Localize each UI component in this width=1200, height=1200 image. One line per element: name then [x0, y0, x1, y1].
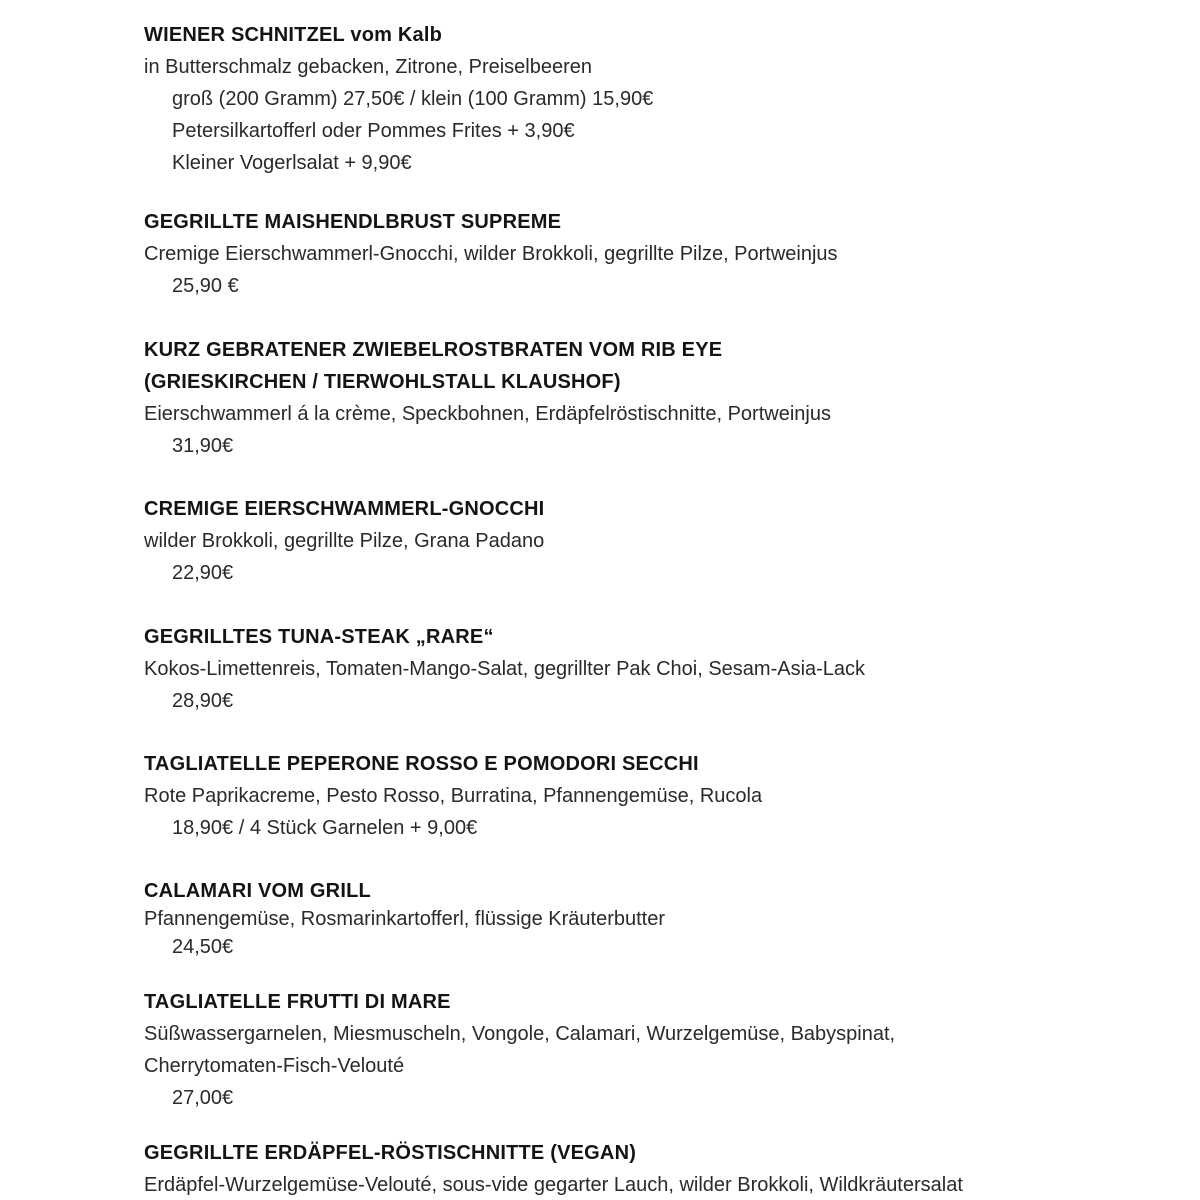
menu-item-price: 18,90€ / 4 Stück Garnelen + 9,00€	[172, 817, 478, 839]
menu-item-price: 22,90€	[172, 562, 234, 584]
menu-item-description: Süßwassergarnelen, Miesmuscheln, Vongole, Calamari, Wurzelgemüse, Babyspinat,	[144, 1023, 896, 1045]
menu-item-title-continued: (GRIESKIRCHEN / TIERWOHLSTALL KLAUSHOF)	[144, 371, 621, 393]
menu-item-title: WIENER SCHNITZEL vom Kalb	[144, 24, 442, 46]
menu-item-price: groß (200 Gramm) 27,50€ / klein (100 Gramm) 15,90€	[172, 88, 654, 110]
menu-item-title: GEGRILLTE MAISHENDLBRUST SUPREME	[144, 211, 562, 233]
menu-item-description: wilder Brokkoli, gegrillte Pilze, Grana Padano	[144, 530, 545, 552]
menu-item-title: CALAMARI VOM GRILL	[144, 880, 371, 902]
menu-item-description: Eierschwammerl á la crème, Speckbohnen, Erdäpfelröstischnitte, Portweinjus	[144, 403, 831, 425]
menu-item-title: TAGLIATELLE PEPERONE ROSSO E POMODORI SECCHI	[144, 753, 699, 775]
menu-item-description: Cremige Eierschwammerl-Gnocchi, wilder Brokkoli, gegrillte Pilze, Portweinjus	[144, 243, 838, 265]
menu-item-title: KURZ GEBRATENER ZWIEBELROSTBRATEN VOM RIB EYE	[144, 339, 723, 361]
menu-item-description: Rote Paprikacreme, Pesto Rosso, Burratina, Pfannengemüse, Rucola	[144, 785, 763, 807]
menu-item-description: in Butterschmalz gebacken, Zitrone, Preiselbeeren	[144, 56, 593, 78]
menu-item-price: 28,90€	[172, 690, 234, 712]
menu-item-side-option: Kleiner Vogerlsalat + 9,90€	[172, 152, 412, 174]
menu-item-price: 31,90€	[172, 435, 234, 457]
menu-item-title: GEGRILLTE ERDÄPFEL-RÖSTISCHNITTE (VEGAN)	[144, 1142, 637, 1164]
menu-item-price: 25,90 €	[172, 275, 239, 297]
menu-item-description: Erdäpfel-Wurzelgemüse-Velouté, sous-vide gegarter Lauch, wilder Brokkoli, Wildkräutersalat	[144, 1174, 963, 1196]
menu-item-description: Pfannengemüse, Rosmarinkartofferl, flüssige Kräuterbutter	[144, 908, 666, 930]
menu-item-title: CREMIGE EIERSCHWAMMERL-GNOCCHI	[144, 498, 545, 520]
menu-item-title: TAGLIATELLE FRUTTI DI MARE	[144, 991, 451, 1013]
menu-item-side-option: Petersilkartofferl oder Pommes Frites + 3,90€	[172, 120, 575, 142]
menu-item-description: Kokos-Limettenreis, Tomaten-Mango-Salat, gegrillter Pak Choi, Sesam-Asia-Lack	[144, 658, 866, 680]
menu-item-price: 27,00€	[172, 1087, 234, 1109]
menu-item-description-continued: Cherrytomaten-Fisch-Velouté	[144, 1055, 405, 1077]
menu-item-title: GEGRILLTES TUNA-STEAK „RARE“	[144, 626, 494, 648]
menu-item-price: 24,50€	[172, 936, 234, 958]
